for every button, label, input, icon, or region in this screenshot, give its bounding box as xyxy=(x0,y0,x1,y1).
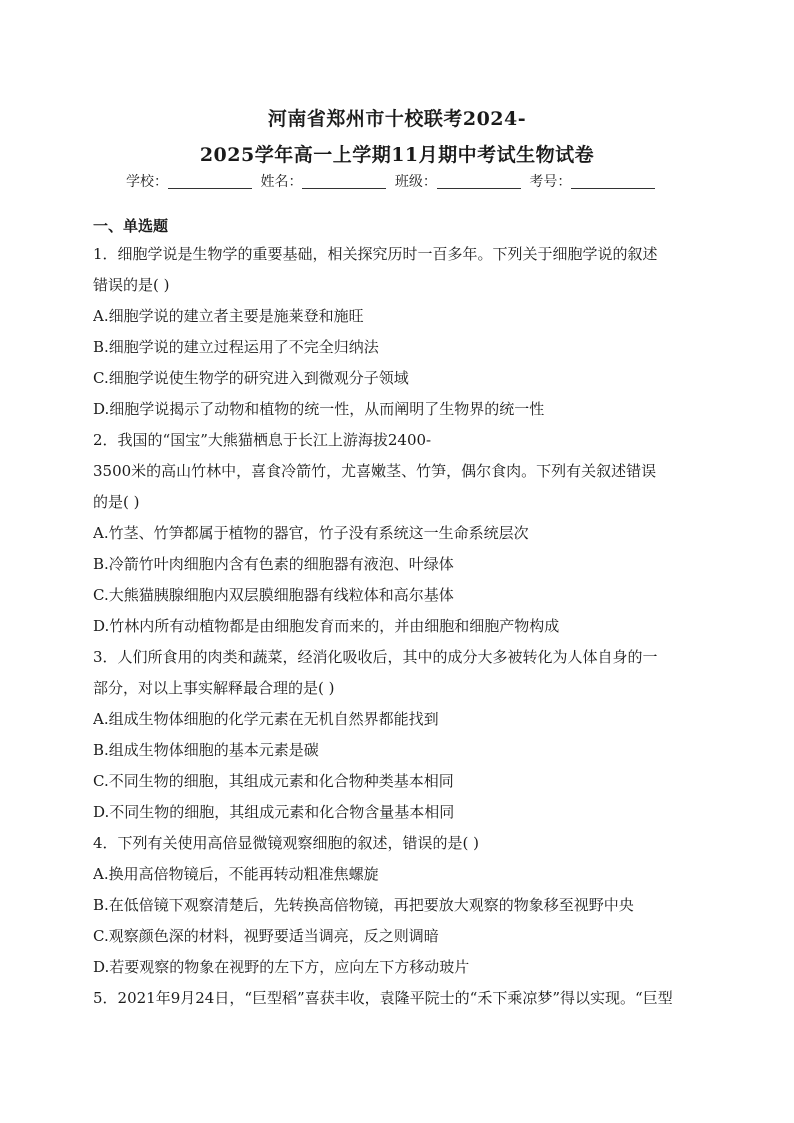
option-c: C.细胞学说使生物学的研究进入到微观分子领域 xyxy=(93,369,409,387)
option-d: D.不同生物的细胞，其组成元素和化合物含量基本相同 xyxy=(93,803,455,821)
question-5 xyxy=(93,983,705,1014)
option-c: C.大熊猫胰腺细胞内双层膜细胞器有线粒体和高尔基体 xyxy=(93,586,454,604)
option-a: A.细胞学说的建立者主要是施莱登和施旺 xyxy=(93,307,364,325)
question-stem: 2．我国的“国宝”大熊猫栖息于长江上游海拔2400- xyxy=(93,431,432,449)
question-stem: 部分，对以上事实解释最合理的是( ) xyxy=(93,679,335,697)
name-blank[interactable] xyxy=(302,174,386,189)
class-label: 班级： xyxy=(394,174,437,190)
exam-content xyxy=(93,213,705,1014)
exam-title-line2: 2025学年高一上学期11月期中考试生物试卷 xyxy=(199,144,595,166)
number-label: 考号： xyxy=(529,174,572,190)
question-2 xyxy=(93,425,705,642)
question-3 xyxy=(93,642,705,828)
option-d: D.竹林内所有动植物都是由细胞发育而来的，并由细胞和细胞产物构成 xyxy=(93,617,560,635)
school-label: 学校： xyxy=(126,174,168,190)
option-d: D.若要观察的物象在视野的左下方，应向左下方移动玻片 xyxy=(93,958,470,976)
option-b: B.在低倍镜下观察清楚后，先转换高倍物镜，再把要放大观察的物象移至视野中央 xyxy=(93,896,634,914)
question-stem: 4．下列有关使用高倍显微镜观察细胞的叙述，错误的是( ) xyxy=(93,834,480,852)
option-a: A.组成生物体细胞的化学元素在无机自然界都能找到 xyxy=(93,710,439,728)
question-stem: 错误的是( ) xyxy=(93,276,170,294)
question-4 xyxy=(93,828,705,983)
option-b: B.冷箭竹叶肉细胞内含有色素的细胞器有液泡、叶绿体 xyxy=(93,555,454,573)
question-stem: 3500米的高山竹林中，喜食冷箭竹，尤喜嫩茎、竹笋，偶尔食肉。下列有关叙述错误 xyxy=(93,462,657,480)
exam-title-line1: 河南省郑州市十校联考2024- xyxy=(267,108,527,130)
question-stem: 1．细胞学说是生物学的重要基础，相关探究历时一百多年。下列关于细胞学说的叙述 xyxy=(93,245,658,263)
option-c: C.不同生物的细胞，其组成元素和化合物种类基本相同 xyxy=(93,772,454,790)
option-b: B.细胞学说的建立过程运用了不完全归纳法 xyxy=(93,338,379,356)
option-a: A.竹茎、竹笋都属于植物的器官，竹子没有系统这一生命系统层次 xyxy=(93,524,529,542)
class-blank[interactable] xyxy=(437,174,521,189)
question-stem: 5．2021年9月24日，“巨型稻”喜获丰收，袁隆平院士的“禾下乘凉梦”得以实现。“巨型 xyxy=(93,989,673,1007)
question-1 xyxy=(93,239,705,425)
number-blank[interactable] xyxy=(571,174,655,189)
question-stem: 的是( ) xyxy=(93,493,140,511)
school-blank[interactable] xyxy=(168,174,252,189)
question-stem: 3．人们所食用的肉类和蔬菜，经消化吸收后，其中的成分大多被转化为人体自身的一 xyxy=(93,648,658,666)
option-d: D.细胞学说揭示了动物和植物的统一性，从而阐明了生物界的统一性 xyxy=(93,400,545,418)
student-info-row xyxy=(126,171,659,191)
name-label: 姓名： xyxy=(260,174,303,190)
option-b: B.组成生物体细胞的基本元素是碳 xyxy=(93,741,319,759)
option-c: C.观察颜色深的材料，视野要适当调亮，反之则调暗 xyxy=(93,927,439,945)
option-a: A.换用高倍物镜后，不能再转动粗准焦螺旋 xyxy=(93,865,379,883)
section-heading: 一、单选题 xyxy=(93,217,169,235)
